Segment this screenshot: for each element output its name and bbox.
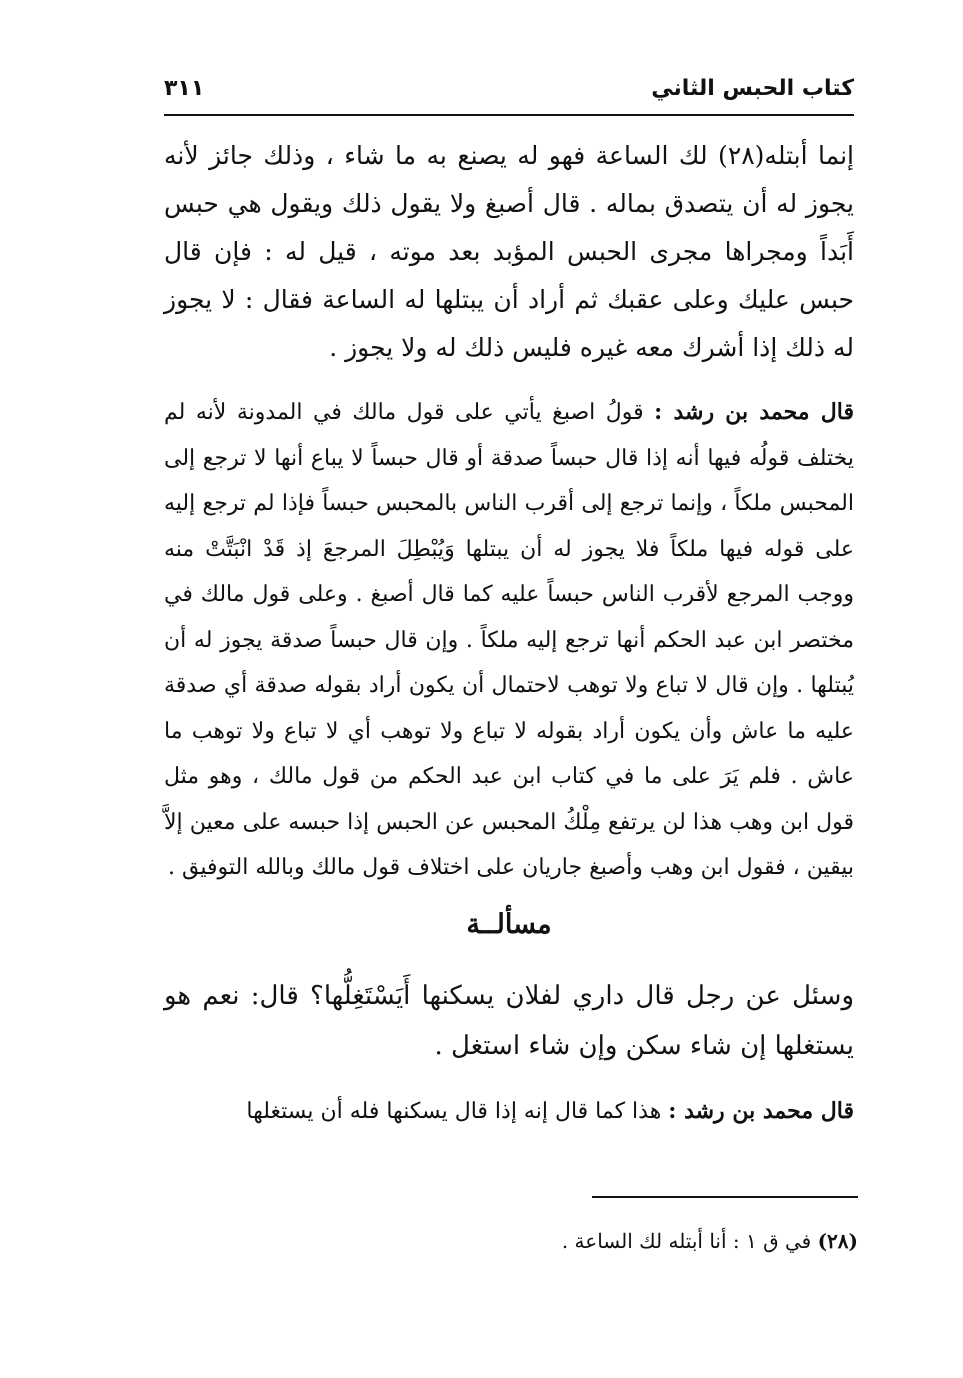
paragraph-2 <box>164 390 854 891</box>
paragraph-3: وسئل عن رجل قال داري لفلان يسكنها أَيَسْتَغِلُّها؟ قال: نعم هو يستغلها إن شاء سكن وإن شاء استغل . <box>164 980 854 1061</box>
running-title: كتاب الحبس الثاني <box>651 76 854 101</box>
footnote <box>300 1226 858 1256</box>
paragraph-1: إنما أبتله(٢٨) لك الساعة فهو له يصنع به ما شاء ، وذلك جائز لأنه يجوز له أن يتصدق بماله . قال أصبغ ولا يقول ذلك ويقول هي حبس أَبَداً ومجراها مجرى الحبس المؤبد بعد موته ، قيل له : فإن قال حبس عليك وعلى عقبك ثم أراد أن يبتلها له الساعة فقال : لا يجوز له ذلك إذا أشرك معه غيره فليس ذلك له ولا يجوز . <box>164 141 854 362</box>
footnote-text: في ق ١ : أنا أبتله لك الساعة . <box>561 1229 818 1253</box>
page-header <box>164 72 854 112</box>
footnote-rule <box>592 1196 858 1198</box>
speaker-label: قال محمد بن رشد : <box>654 399 854 425</box>
paragraph-4-text: هذا كما قال إنه إذا قال يسكنها فله أن يستغلها <box>246 1098 669 1124</box>
paragraph-2-text: قولُ اصبغ يأتي على قول مالك في المدونة لأنه لم يختلف قولُه فيها أنه إذا قال حبساً صدقة أو قال حبساً لا يباع أنها لا ترجع إلى المحبس ملكاً ، وإنما ترجع إلى أقرب الناس بالمحبس حبساً فإذا لم ترجع إليه على قوله فيها ملكاً فلا يجوز له أن يبتلها وَيُبْطِلَ المرجعَ إذ قَدْ انْبَتَّتْ منه ووجب المرجع لأقرب الناس حبساً عليه كما قال أصبغ . وعلى قول مالك في مختصر ابن عبد الحكم أنها ترجع إليه ملكاً . وإن قال حبساً صدقة يجوز له أن يُبتلها . وإن قال لا تباع ولا توهب لاحتمال أن يكون أراد بقوله صدقة أي صدقة عليه ما عاش وأن يكون أراد بقوله لا تباع ولا توهب أي لا تباع ولا توهب ما عاش . فلم يَرَ على ما في كتاب ابن عبد الحكم من قول مالك ، وهو مثل قول ابن وهب هذا لن يرتفع مِلْكُ المحبس عن الحبس إذا حبسه على معين إلاَّ بيقين ، فقول ابن وهب وأصبغ جاريان على اختلاف قول مالك وبالله التوفيق . <box>164 400 855 880</box>
speaker-label: قال محمد بن رشد : <box>668 1097 854 1124</box>
footnote-number: (٢٨) <box>817 1229 858 1253</box>
page-number: ٣١١ <box>164 76 205 101</box>
main-text <box>164 132 854 1134</box>
header-rule <box>164 114 854 116</box>
section-heading: مسألــة <box>466 908 552 940</box>
paragraph-4 <box>164 1089 854 1135</box>
